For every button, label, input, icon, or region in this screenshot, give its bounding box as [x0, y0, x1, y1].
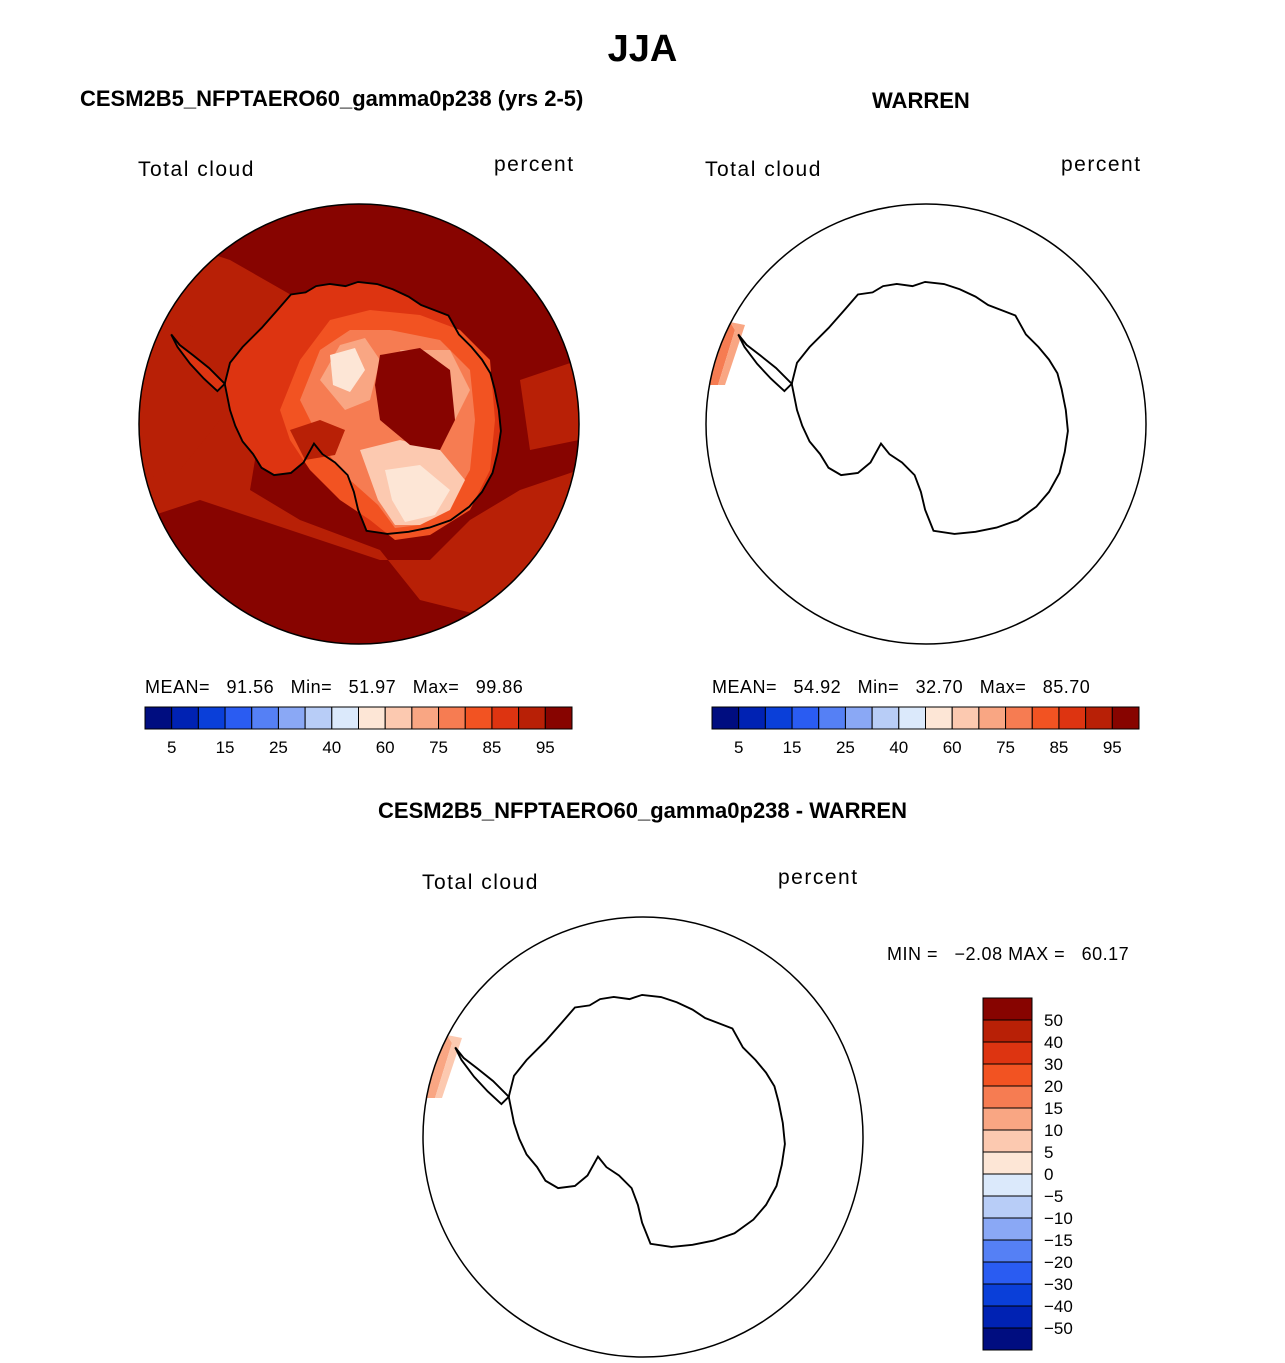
colorbar-box: [983, 1262, 1032, 1284]
max-value: 85.70: [1042, 677, 1091, 697]
colorbar-tick-label: 40: [889, 738, 909, 757]
max-value: 99.86: [475, 677, 524, 697]
panel-1-units-label: percent: [494, 153, 575, 176]
map-background: [706, 204, 1146, 644]
colorbar-box: [359, 707, 386, 729]
colorbar-tick-label: 75: [996, 738, 1016, 757]
max-label: Max=: [979, 677, 1027, 697]
colorbar-box: [983, 998, 1032, 1020]
colorbar-tick-label: 15: [1044, 1099, 1063, 1118]
panel-2-map: [706, 204, 1146, 644]
min-value: −2.08: [954, 944, 1003, 964]
colorbar-tick-label: 95: [535, 738, 555, 757]
colorbar-box: [983, 1196, 1032, 1218]
panel-1-colorbar: [145, 707, 572, 757]
colorbar-box: [819, 707, 846, 729]
colorbar-box: [792, 707, 819, 729]
colorbar-tick-label: −10: [1044, 1209, 1073, 1228]
colorbar-box: [1006, 707, 1033, 729]
min-value: 51.97: [348, 677, 397, 697]
colorbar-box: [872, 707, 899, 729]
max-value: 60.17: [1081, 944, 1130, 964]
panel-3-units-label: percent: [778, 866, 859, 889]
colorbar-box: [385, 707, 412, 729]
colorbar-tick-label: 30: [1044, 1055, 1063, 1074]
colorbar-box: [952, 707, 979, 729]
panel-3-heading: CESM2B5_NFPTAERO60_gamma0p238 - WARREN: [378, 798, 907, 823]
panel-2-colorbar: [712, 707, 1139, 757]
colorbar-tick-label: 50: [1044, 1011, 1063, 1030]
colorbar-tick-label: 75: [429, 738, 449, 757]
colorbar-box: [739, 707, 766, 729]
colorbar-tick-label: 5: [166, 738, 177, 757]
min-value: 32.70: [915, 677, 964, 697]
colorbar-box: [145, 707, 172, 729]
colorbar-box: [465, 707, 492, 729]
colorbar-box: [983, 1152, 1032, 1174]
colorbar-tick-label: 15: [782, 738, 802, 757]
colorbar-box: [1086, 707, 1113, 729]
colorbar-tick-label: −40: [1044, 1297, 1073, 1316]
colorbar-box: [439, 707, 466, 729]
max-label: MAX =: [1008, 944, 1066, 964]
colorbar-box: [983, 1218, 1032, 1240]
panel-1-heading: CESM2B5_NFPTAERO60_gamma0p238 (yrs 2-5): [80, 86, 584, 111]
colorbar-box: [225, 707, 252, 729]
colorbar-box: [983, 1328, 1032, 1350]
colorbar-box: [983, 1240, 1032, 1262]
colorbar-tick-label: −5: [1044, 1187, 1064, 1206]
min-label: Min=: [857, 677, 900, 697]
colorbar-tick-label: 40: [1044, 1033, 1063, 1052]
colorbar-box: [305, 707, 332, 729]
diff-colorbar: [983, 998, 1073, 1350]
colorbar-box: [198, 707, 225, 729]
colorbar-tick-label: 5: [733, 738, 744, 757]
colorbar-box: [332, 707, 359, 729]
colorbar-box: [1112, 707, 1139, 729]
colorbar-tick-label: −20: [1044, 1253, 1073, 1272]
colorbar-tick-label: −50: [1044, 1319, 1073, 1338]
colorbar-box: [983, 1020, 1032, 1042]
colorbar-box: [983, 1306, 1032, 1328]
panel-2-units-label: percent: [1061, 153, 1142, 176]
panel-1-variable-label: Total cloud: [138, 158, 255, 181]
colorbar-box: [979, 707, 1006, 729]
colorbar-tick-label: 25: [835, 738, 855, 757]
colorbar-tick-label: 10: [1044, 1121, 1063, 1140]
colorbar-box: [983, 1042, 1032, 1064]
colorbar-box: [983, 1064, 1032, 1086]
colorbar-tick-label: 20: [1044, 1077, 1063, 1096]
colorbar-box: [1032, 707, 1059, 729]
colorbar-tick-label: 85: [1049, 738, 1069, 757]
colorbar-box: [712, 707, 739, 729]
colorbar-box: [899, 707, 926, 729]
colorbar-box: [492, 707, 519, 729]
colorbar-tick-label: −30: [1044, 1275, 1073, 1294]
panel-2-heading: WARREN: [872, 88, 970, 113]
colorbar-box: [765, 707, 792, 729]
mean-label: MEAN=: [145, 677, 211, 697]
colorbar-box: [926, 707, 953, 729]
colorbar-box: [252, 707, 279, 729]
colorbar-tick-label: 85: [482, 738, 502, 757]
colorbar-tick-label: −15: [1044, 1231, 1073, 1250]
colorbar-box: [983, 1174, 1032, 1196]
panel-2-variable-label: Total cloud: [705, 158, 822, 181]
mean-value: 91.56: [226, 677, 275, 697]
colorbar-box: [983, 1108, 1032, 1130]
colorbar-tick-label: 40: [322, 738, 342, 757]
colorbar-tick-label: 15: [215, 738, 235, 757]
colorbar-box: [412, 707, 439, 729]
colorbar-box: [519, 707, 546, 729]
colorbar-tick-label: 5: [1044, 1143, 1054, 1162]
main-title: JJA: [607, 28, 678, 70]
colorbar-box: [983, 1284, 1032, 1306]
min-label: Min=: [290, 677, 333, 697]
colorbar-box: [1059, 707, 1086, 729]
colorbar-box: [278, 707, 305, 729]
panel-3-variable-label: Total cloud: [422, 871, 539, 894]
colorbar-tick-label: 95: [1102, 738, 1122, 757]
colorbar-tick-label: 25: [268, 738, 288, 757]
colorbar-tick-label: 60: [942, 738, 962, 757]
mean-value: 54.92: [793, 677, 842, 697]
colorbar-box: [845, 707, 872, 729]
colorbar-box: [545, 707, 572, 729]
mean-label: MEAN=: [712, 677, 778, 697]
colorbar-tick-label: 0: [1044, 1165, 1054, 1184]
map-background: [423, 917, 863, 1357]
panel-1-map: [139, 204, 579, 644]
panel-3-map: [423, 917, 863, 1357]
colorbar-box: [983, 1130, 1032, 1152]
max-label: Max=: [412, 677, 460, 697]
colorbar-box: [983, 1086, 1032, 1108]
min-label: MIN =: [887, 944, 939, 964]
colorbar-box: [172, 707, 199, 729]
colorbar-tick-label: 60: [375, 738, 395, 757]
